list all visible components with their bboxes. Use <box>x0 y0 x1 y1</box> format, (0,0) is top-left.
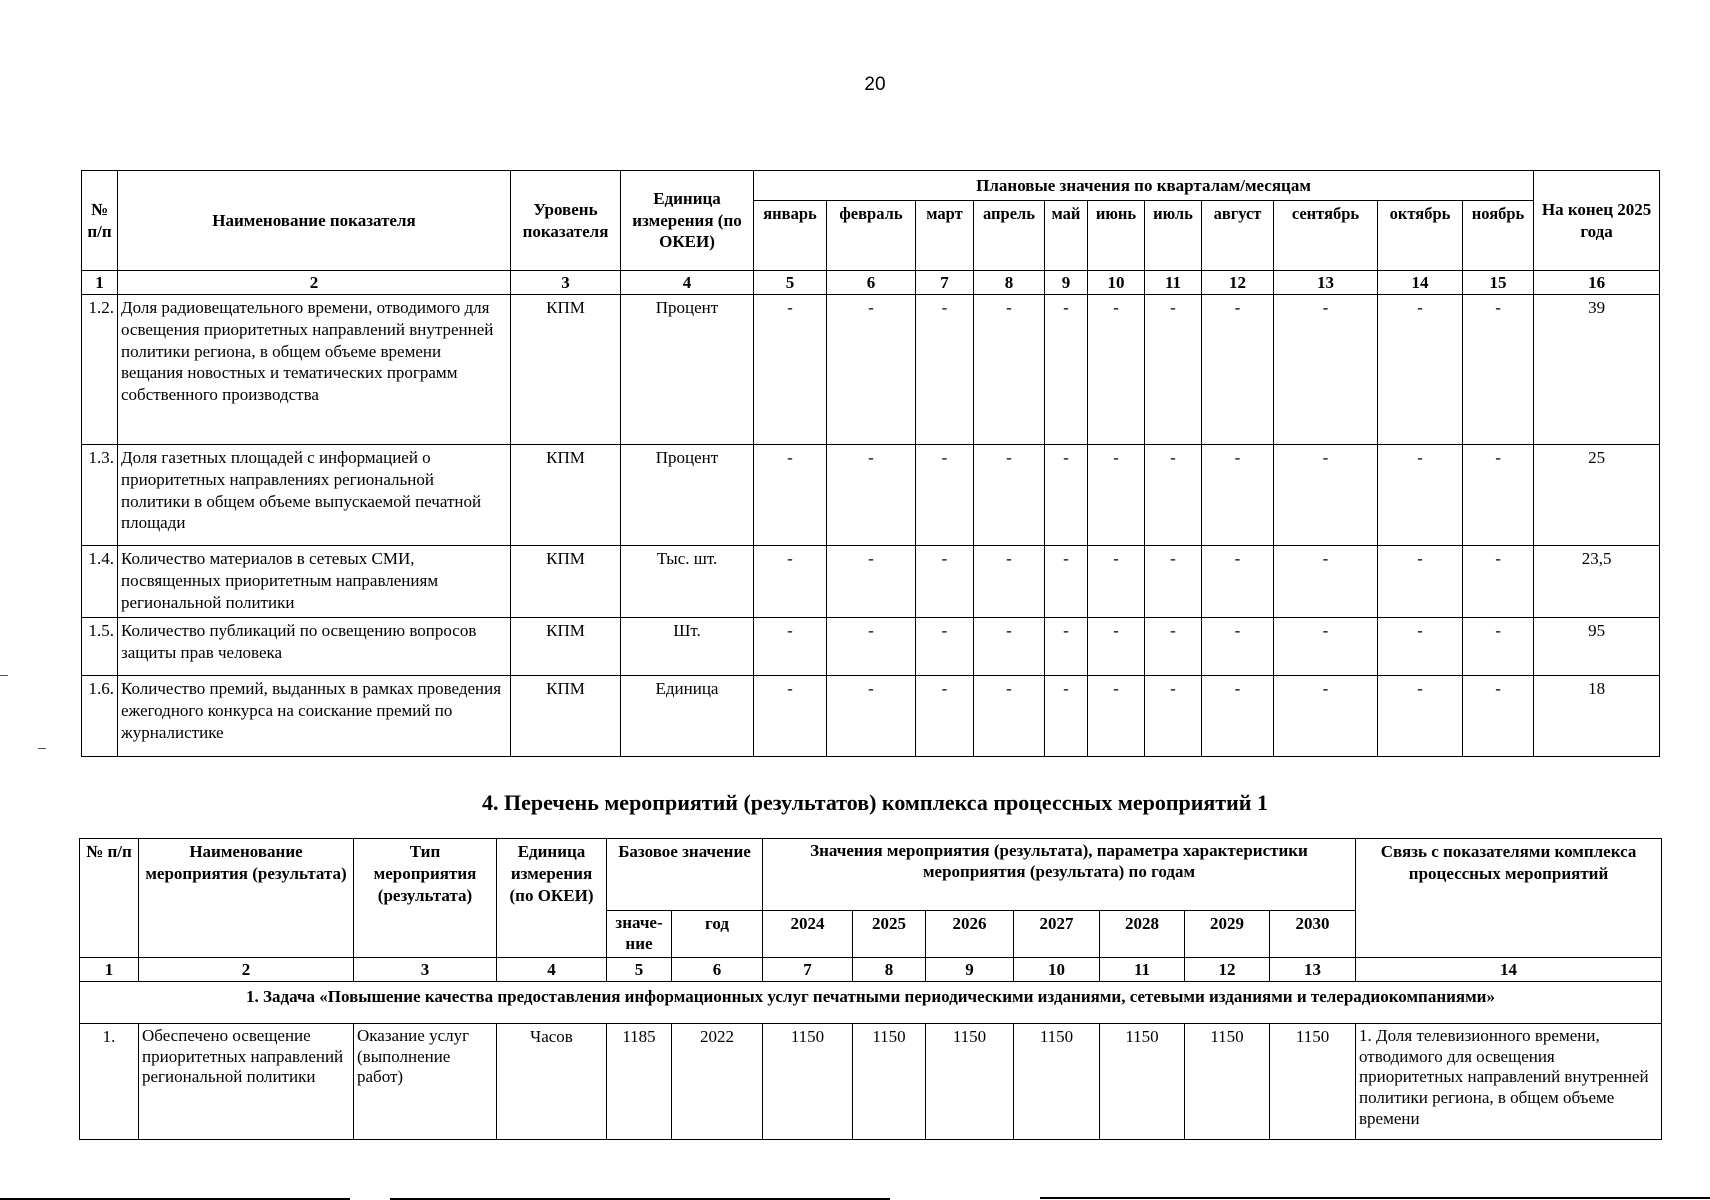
row-month-value: - <box>1088 618 1145 676</box>
row-month-value: - <box>916 295 974 445</box>
col-number: 3 <box>511 271 621 295</box>
header-year: 2026 <box>926 911 1014 958</box>
row-level: КПМ <box>511 295 621 445</box>
row-year-value: 1150 <box>763 1024 853 1140</box>
row-month-value: - <box>916 445 974 546</box>
row-year-value: 1150 <box>1014 1024 1100 1140</box>
header-num: № п/п <box>80 839 139 958</box>
row-month-value: - <box>1274 295 1378 445</box>
row-year-value: 1150 <box>1100 1024 1185 1140</box>
col-number: 13 <box>1274 271 1378 295</box>
header-values-by-year: Значения мероприятия (результата), параметра характеристики мероприятия (результата) по годам <box>763 839 1356 911</box>
col-number: 5 <box>607 958 672 982</box>
row-month-value: - <box>754 618 827 676</box>
header-plan-values: Плановые значения по кварталам/месяцам <box>754 171 1534 201</box>
header-num: № п/п <box>82 171 118 271</box>
row-activity-name: Обеспечено освещение приоритетных направлений региональной политики <box>139 1024 354 1140</box>
row-num: 1.6. <box>82 676 118 757</box>
row-num: 1.2. <box>82 295 118 445</box>
table-row <box>82 676 1660 757</box>
col-number: 16 <box>1534 271 1660 295</box>
row-end-value: 95 <box>1534 618 1660 676</box>
row-month-value: - <box>827 676 916 757</box>
row-month-value: - <box>1045 676 1088 757</box>
scan-edge-line <box>390 1198 890 1200</box>
row-month-value: - <box>1145 445 1202 546</box>
row-month-value: - <box>754 676 827 757</box>
col-number: 11 <box>1100 958 1185 982</box>
row-unit: Часов <box>497 1024 607 1140</box>
scan-tick-mark <box>38 748 46 749</box>
table-row <box>82 618 1660 676</box>
row-month-value: - <box>974 445 1045 546</box>
row-month-value: - <box>1202 445 1274 546</box>
row-num: 1. <box>80 1024 139 1140</box>
row-month-value: - <box>974 618 1045 676</box>
table-row <box>80 1024 1662 1140</box>
col-number: 2 <box>118 271 511 295</box>
row-level: КПМ <box>511 445 621 546</box>
col-number: 12 <box>1185 958 1270 982</box>
col-number: 1 <box>82 271 118 295</box>
row-month-value: - <box>1202 676 1274 757</box>
row-unit: Шт. <box>621 618 754 676</box>
row-month-value: - <box>827 445 916 546</box>
header-year: 2029 <box>1185 911 1270 958</box>
header-base-year: год <box>672 911 763 958</box>
row-month-value: - <box>1045 618 1088 676</box>
header-month: август <box>1202 201 1274 271</box>
header-activity-type: Тип мероприятия (результата) <box>354 839 497 958</box>
row-indicator-name: Количество публикаций по освещению вопросов защиты прав человека <box>118 618 511 676</box>
row-year-value: 1150 <box>1185 1024 1270 1140</box>
row-link-indicators: 1. Доля телевизионного времени, отводимого для освещения приоритетных направлений внутренней политики региона, в общем объеме времени <box>1356 1024 1662 1140</box>
row-month-value: - <box>1463 546 1534 618</box>
row-month-value: - <box>1274 618 1378 676</box>
row-indicator-name: Количество премий, выданных в рамках проведения ежегодного конкурса на соискание премий по журналистике <box>118 676 511 757</box>
row-month-value: - <box>1045 295 1088 445</box>
row-num: 1.4. <box>82 546 118 618</box>
table-row <box>82 295 1660 445</box>
row-month-value: - <box>754 445 827 546</box>
col-number: 14 <box>1378 271 1463 295</box>
header-year: 2025 <box>853 911 926 958</box>
header-base-value: Базовое значение <box>607 839 763 911</box>
header-month: июнь <box>1088 201 1145 271</box>
row-month-value: - <box>1378 295 1463 445</box>
row-month-value: - <box>754 295 827 445</box>
row-month-value: - <box>827 546 916 618</box>
col-number: 15 <box>1463 271 1534 295</box>
header-month: февраль <box>827 201 916 271</box>
row-num: 1.3. <box>82 445 118 546</box>
row-activity-type: Оказание услуг (выполнение работ) <box>354 1024 497 1140</box>
scan-edge-line <box>1040 1197 1710 1199</box>
row-month-value: - <box>1088 676 1145 757</box>
row-month-value: - <box>1202 546 1274 618</box>
row-month-value: - <box>1088 445 1145 546</box>
row-level: КПМ <box>511 618 621 676</box>
header-base-value-value: значе-ние <box>607 911 672 958</box>
row-num: 1.5. <box>82 618 118 676</box>
row-month-value: - <box>1088 546 1145 618</box>
row-base-year: 2022 <box>672 1024 763 1140</box>
header-year: 2030 <box>1270 911 1356 958</box>
col-number: 10 <box>1014 958 1100 982</box>
header-level: Уровень показателя <box>511 171 621 271</box>
table-row <box>82 445 1660 546</box>
row-unit: Единица <box>621 676 754 757</box>
header-month: июль <box>1145 201 1202 271</box>
col-number: 14 <box>1356 958 1662 982</box>
activities-table <box>79 838 1662 1140</box>
page-number: 20 <box>864 74 886 95</box>
header-month: октябрь <box>1378 201 1463 271</box>
row-level: КПМ <box>511 546 621 618</box>
header-unit: Единица измерения (по ОКЕИ) <box>497 839 607 958</box>
row-month-value: - <box>1145 676 1202 757</box>
row-end-value: 18 <box>1534 676 1660 757</box>
row-year-value: 1150 <box>853 1024 926 1140</box>
row-unit: Процент <box>621 445 754 546</box>
header-year: 2028 <box>1100 911 1185 958</box>
row-year-value: 1150 <box>1270 1024 1356 1140</box>
row-month-value: - <box>916 546 974 618</box>
col-number: 11 <box>1145 271 1202 295</box>
row-month-value: - <box>1378 445 1463 546</box>
row-month-value: - <box>1145 618 1202 676</box>
col-number: 8 <box>974 271 1045 295</box>
row-month-value: - <box>1045 445 1088 546</box>
row-year-value: 1150 <box>926 1024 1014 1140</box>
row-month-value: - <box>1378 676 1463 757</box>
header-month: март <box>916 201 974 271</box>
col-number: 13 <box>1270 958 1356 982</box>
row-indicator-name: Доля радиовещательного времени, отводимого для освещения приоритетных направлений внутренней политики региона, в общем объеме времени вещания новостных и тематических программ собственного производства <box>118 295 511 445</box>
row-end-value: 25 <box>1534 445 1660 546</box>
row-month-value: - <box>1463 618 1534 676</box>
header-year: 2027 <box>1014 911 1100 958</box>
row-month-value: - <box>1378 546 1463 618</box>
row-month-value: - <box>1463 676 1534 757</box>
col-number: 8 <box>853 958 926 982</box>
row-month-value: - <box>1378 618 1463 676</box>
col-number: 4 <box>497 958 607 982</box>
col-number: 6 <box>827 271 916 295</box>
header-month: январь <box>754 201 827 271</box>
col-number: 9 <box>1045 271 1088 295</box>
header-unit: Единица измерения (по ОКЕИ) <box>621 171 754 271</box>
row-month-value: - <box>1463 445 1534 546</box>
row-month-value: - <box>916 618 974 676</box>
col-number: 1 <box>80 958 139 982</box>
header-year: 2024 <box>763 911 853 958</box>
row-month-value: - <box>974 676 1045 757</box>
col-number: 2 <box>139 958 354 982</box>
row-base-value: 1185 <box>607 1024 672 1140</box>
row-indicator-name: Доля газетных площадей с информацией о приоритетных направлениях региональной политики в общем объеме выпускаемой печатной площади <box>118 445 511 546</box>
indicators-table <box>81 170 1660 757</box>
scan-tick-mark <box>0 675 8 676</box>
row-month-value: - <box>1202 295 1274 445</box>
row-indicator-name: Количество материалов в сетевых СМИ, посвященных приоритетным направлениям региональной политики <box>118 546 511 618</box>
header-month: сентябрь <box>1274 201 1378 271</box>
row-month-value: - <box>754 546 827 618</box>
row-month-value: - <box>1088 295 1145 445</box>
row-month-value: - <box>827 295 916 445</box>
row-level: КПМ <box>511 676 621 757</box>
col-number: 7 <box>763 958 853 982</box>
col-number: 3 <box>354 958 497 982</box>
row-month-value: - <box>1145 546 1202 618</box>
row-month-value: - <box>1202 618 1274 676</box>
col-number: 10 <box>1088 271 1145 295</box>
header-month: ноябрь <box>1463 201 1534 271</box>
col-number: 7 <box>916 271 974 295</box>
col-number: 4 <box>621 271 754 295</box>
row-month-value: - <box>974 546 1045 618</box>
header-month: май <box>1045 201 1088 271</box>
row-month-value: - <box>1274 676 1378 757</box>
row-month-value: - <box>974 295 1045 445</box>
task-title: 1. Задача «Повышение качества предоставления информационных услуг печатными периодическими изданиями, сетевыми изданиями и телерадиокомпаниями» <box>80 982 1662 1024</box>
col-number: 12 <box>1202 271 1274 295</box>
col-number: 6 <box>672 958 763 982</box>
row-month-value: - <box>1274 546 1378 618</box>
col-number: 9 <box>926 958 1014 982</box>
col-number: 5 <box>754 271 827 295</box>
row-month-value: - <box>1045 546 1088 618</box>
row-month-value: - <box>1145 295 1202 445</box>
row-month-value: - <box>1463 295 1534 445</box>
row-end-value: 23,5 <box>1534 546 1660 618</box>
row-end-value: 39 <box>1534 295 1660 445</box>
row-unit: Процент <box>621 295 754 445</box>
row-month-value: - <box>916 676 974 757</box>
table-row <box>82 546 1660 618</box>
row-month-value: - <box>827 618 916 676</box>
header-link-indicators: Связь с показателями комплекса процессных мероприятий <box>1356 839 1662 958</box>
row-unit: Тыс. шт. <box>621 546 754 618</box>
header-end-of-year: На конец 2025 года <box>1534 171 1660 271</box>
header-activity-name: Наименование мероприятия (результата) <box>139 839 354 958</box>
header-indicator-name: Наименование показателя <box>118 171 511 271</box>
section-title: 4. Перечень мероприятий (результатов) комплекса процессных мероприятий 1 <box>482 790 1268 815</box>
scan-edge-line <box>0 1198 350 1200</box>
header-month: апрель <box>974 201 1045 271</box>
row-month-value: - <box>1274 445 1378 546</box>
task-row <box>80 982 1662 1024</box>
